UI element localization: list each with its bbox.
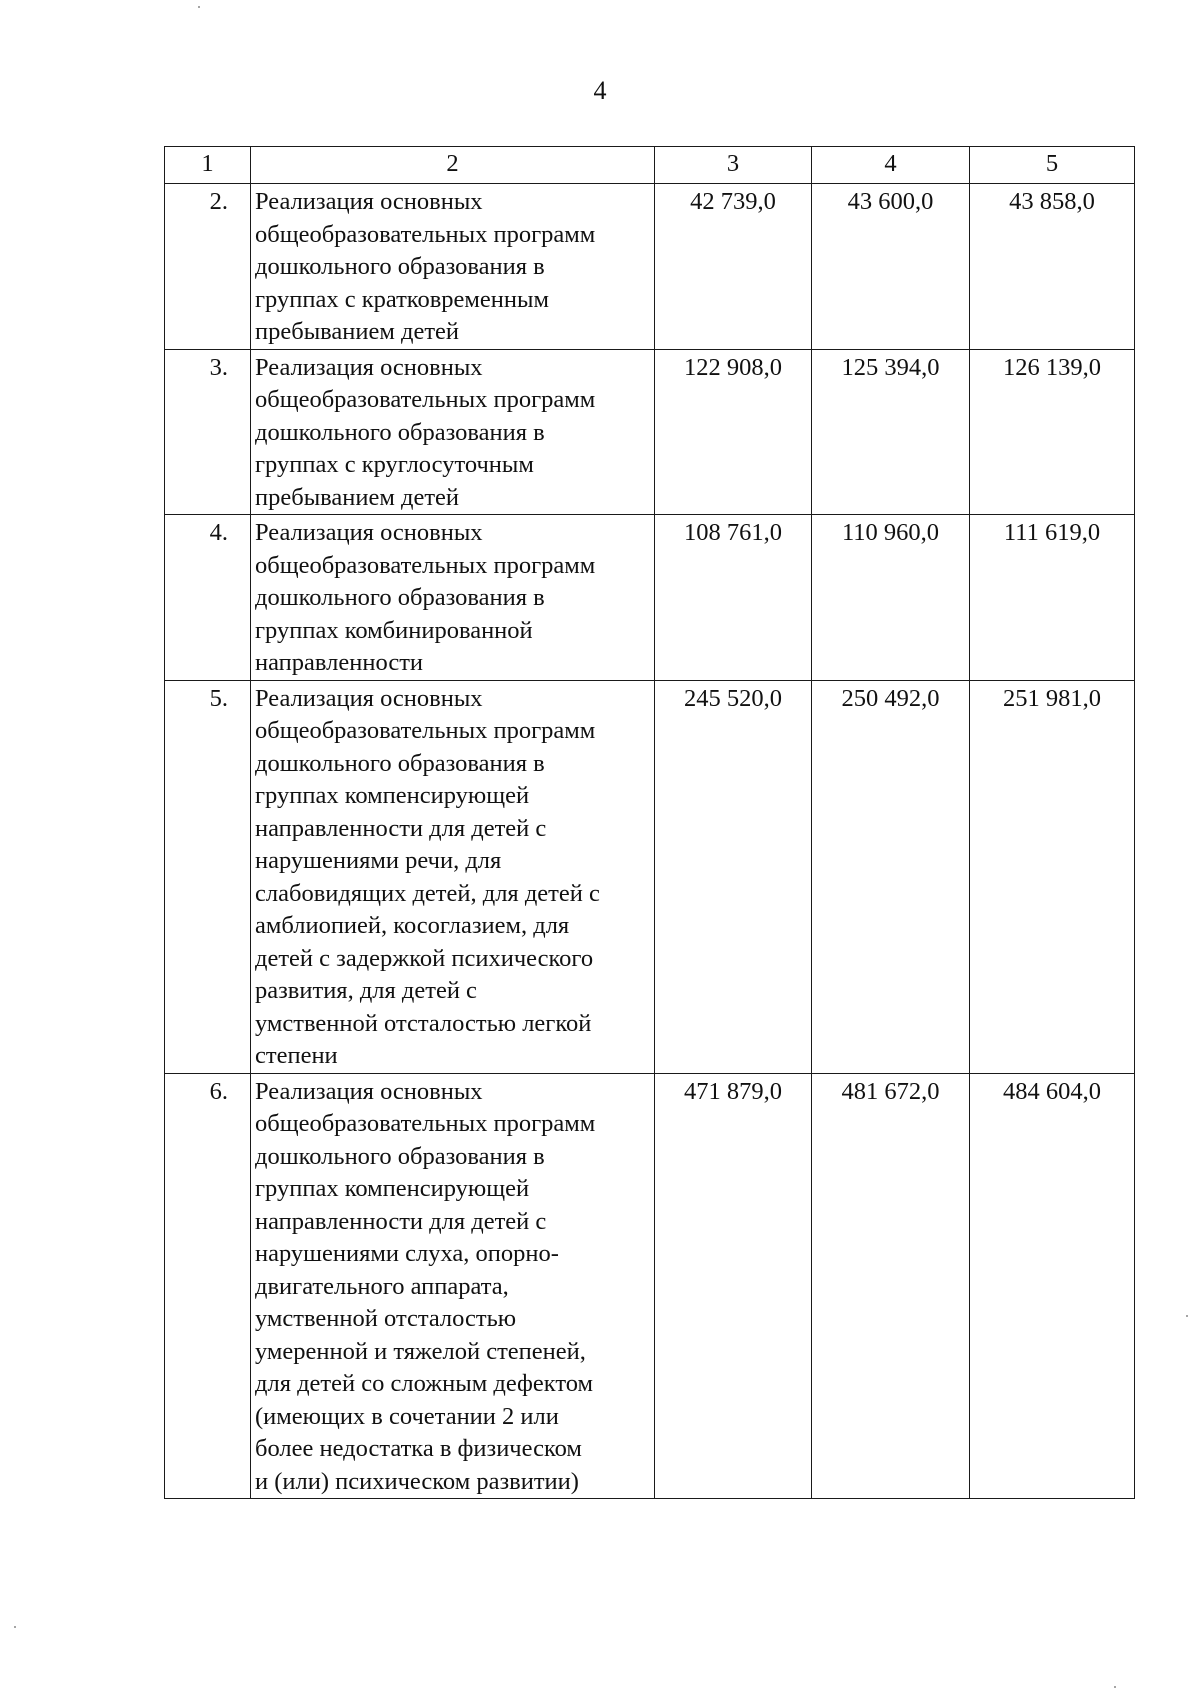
header-col-1: 1 [165,147,251,184]
row-number: 3. [165,349,251,515]
header-col-4: 4 [812,147,970,184]
header-col-3: 3 [655,147,812,184]
row-value-col4: 125 394,0 [812,349,970,515]
row-description: Реализация основных общеобразовательных программ дошкольного образования в группах компенсирующей направленности для детей с нарушениями речи, для слабовидящих детей, для детей с амблиопией, косоглазием, для детей с задержкой психического развития, для детей с умственной отсталостью легкой степени [251,680,655,1073]
row-value-col5: 484 604,0 [970,1073,1135,1499]
row-number: 4. [165,515,251,681]
row-number: 5. [165,680,251,1073]
row-value-col4: 250 492,0 [812,680,970,1073]
budget-table [164,146,1135,1499]
row-value-col3: 42 739,0 [655,184,812,350]
row-value-col4: 481 672,0 [812,1073,970,1499]
row-description: Реализация основных общеобразовательных программ дошкольного образования в группах компенсирующей направленности для детей с нарушениями слуха, опорно- двигательного аппарата, умственной отсталостью умеренной и тяжелой степеней, для детей со сложным дефектом (имеющих в сочетании 2 или более недостатка в физическом и (или) психическом развитии) [251,1073,655,1499]
row-number: 6. [165,1073,251,1499]
row-value-col5: 251 981,0 [970,680,1135,1073]
table-row [165,515,1135,681]
row-value-col5: 111 619,0 [970,515,1135,681]
header-col-5: 5 [970,147,1135,184]
row-value-col3: 122 908,0 [655,349,812,515]
scan-speck [198,6,200,8]
row-value-col4: 43 600,0 [812,184,970,350]
row-value-col3: 471 879,0 [655,1073,812,1499]
scan-speck [1186,1315,1188,1317]
table-header-row [165,147,1135,184]
header-col-2: 2 [251,147,655,184]
row-number: 2. [165,184,251,350]
row-value-col5: 126 139,0 [970,349,1135,515]
row-value-col5: 43 858,0 [970,184,1135,350]
table-row [165,184,1135,350]
page-number: 4 [593,76,607,105]
row-description: Реализация основных общеобразовательных программ дошкольного образования в группах с кратковременным пребыванием детей [251,184,655,350]
row-description: Реализация основных общеобразовательных программ дошкольного образования в группах с круглосуточным пребыванием детей [251,349,655,515]
row-value-col4: 110 960,0 [812,515,970,681]
row-value-col3: 245 520,0 [655,680,812,1073]
table-row [165,1073,1135,1499]
table-row [165,680,1135,1073]
table-row [165,349,1135,515]
scan-speck [1114,1686,1116,1688]
row-value-col3: 108 761,0 [655,515,812,681]
row-description: Реализация основных общеобразовательных программ дошкольного образования в группах комбинированной направленности [251,515,655,681]
scan-speck [14,1626,16,1628]
